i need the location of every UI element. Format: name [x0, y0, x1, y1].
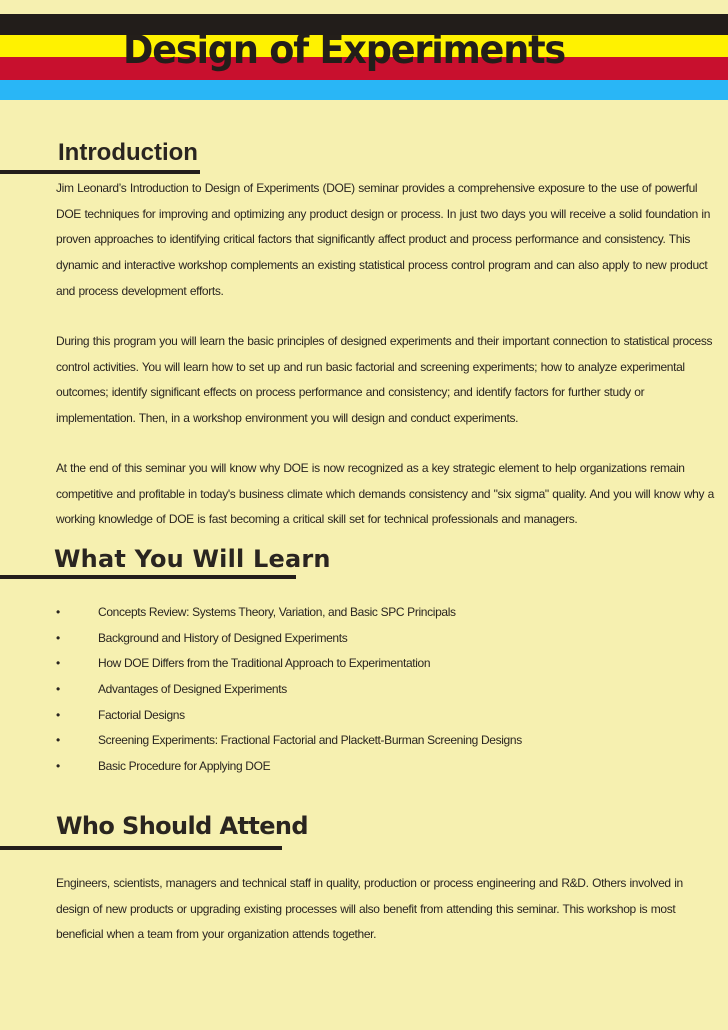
- intro-paragraph-2: During this program you will learn the basic principles of designed experiments and their important connection to statistical process control activities. You will learn how to set up and run basic factorial and screening experiments; how to analyze experimental outcomes; identify significant effects on process performance and consistency; and identify factors for further study or implementation. Then, in a workshop environment you will design and conduct experiments.: [56, 334, 713, 426]
- bullet-icon: •: [56, 733, 60, 748]
- list-item-text: Basic Procedure for Applying DOE: [98, 759, 271, 774]
- list-item-text: Advantages of Designed Experiments: [98, 682, 287, 697]
- list-item: [56, 754, 696, 780]
- bullet-icon: •: [56, 630, 60, 645]
- introduction-rule: [0, 170, 200, 174]
- document-title: Design of Experiments: [123, 28, 565, 73]
- attend-heading: Who Should Attend: [56, 812, 308, 840]
- attend-rule: [0, 846, 282, 850]
- attend-paragraph: Engineers, scientists, managers and technical staff in quality, production or process engineering and R&D. Others involved in design of new products or upgrading existing processes will also benefit from attending this seminar. This workshop is most beneficial when a team from your organization attends together.: [56, 876, 683, 942]
- list-item: [56, 651, 696, 677]
- list-item: [56, 626, 696, 652]
- list-item: [56, 728, 696, 754]
- list-item-text: Concepts Review: Systems Theory, Variation, and Basic SPC Principals: [98, 605, 456, 619]
- list-item-text: How DOE Differs from the Traditional Approach to Experimentation: [98, 656, 431, 671]
- introduction-heading: Introduction: [58, 139, 198, 166]
- header-stripe-blue: [0, 80, 728, 100]
- bullet-icon: •: [56, 656, 60, 671]
- list-item: [56, 703, 696, 729]
- learn-list: [56, 600, 696, 780]
- bullet-icon: •: [56, 707, 60, 722]
- bullet-icon: •: [56, 759, 60, 774]
- bullet-icon: •: [56, 682, 60, 697]
- learn-rule: [0, 575, 296, 579]
- learn-heading: What You Will Learn: [54, 545, 331, 573]
- list-item-text: Background and History of Designed Experiments: [98, 630, 348, 645]
- list-item-text: Screening Experiments: Fractional Factorial and Plackett-Burman Screening Designs: [98, 733, 522, 748]
- bullet-icon: •: [56, 605, 60, 619]
- list-item: [56, 600, 696, 626]
- intro-paragraph-3: At the end of this seminar you will know why DOE is now recognized as a key strategic element to help organizations remain competitive and profitable in today's business climate which demands consistency and "six sigma" quality. And you will know why a working knowledge of DOE is fast becoming a critical skill set for technical professionals and managers.: [56, 461, 714, 527]
- list-item: [56, 677, 696, 703]
- list-item-text: Factorial Designs: [98, 707, 185, 722]
- intro-paragraph-1: Jim Leonard’s Introduction to Design of Experiments (DOE) seminar provides a comprehensive exposure to the use of powerful DOE techniques for improving and optimizing any product design or process. In just two days you will receive a solid foundation in proven approaches to identifying critical factors that significantly affect product and process performance and consistency. This dynamic and interactive workshop complements an existing statistical process control program and can also apply to new product and process development efforts.: [56, 181, 711, 298]
